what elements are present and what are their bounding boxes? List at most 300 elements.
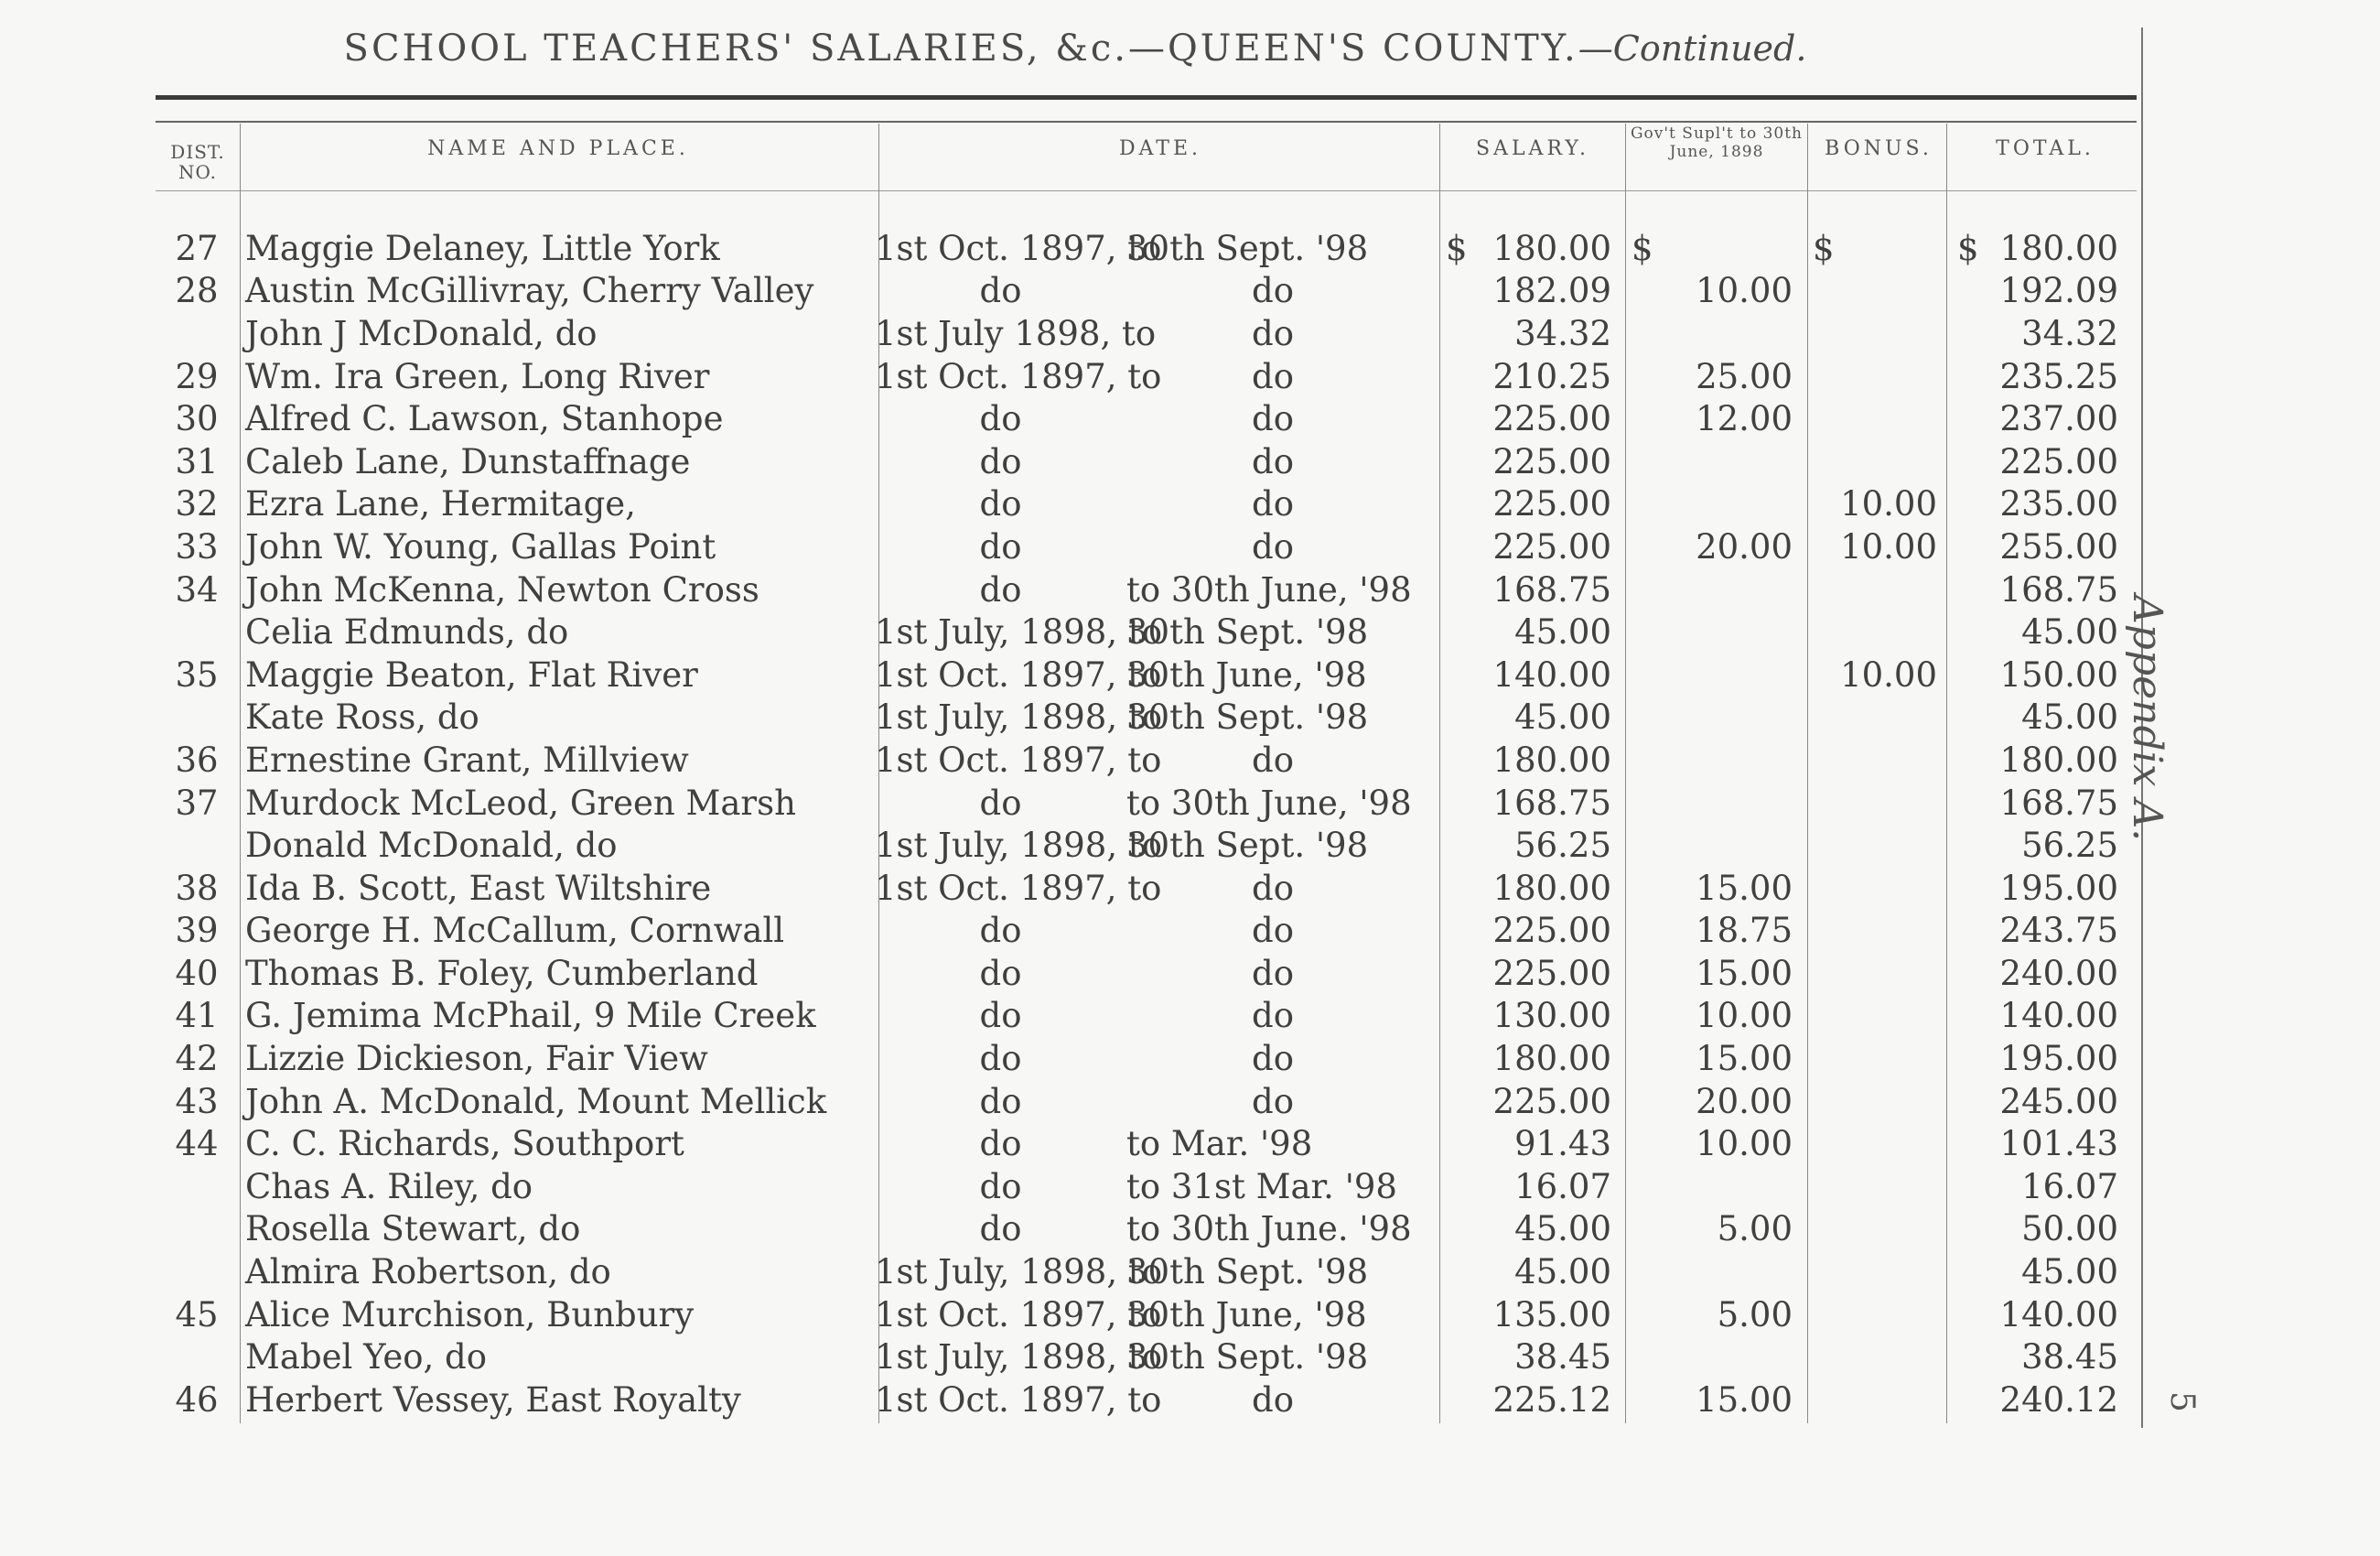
salary-value: 45.00 bbox=[1514, 612, 1611, 653]
salary-value: 45.00 bbox=[1514, 1252, 1611, 1292]
suppl-value: 20.00 bbox=[1696, 1081, 1793, 1121]
total-value: 240.12 bbox=[1999, 1379, 2118, 1420]
currency-symbol: $ bbox=[1813, 228, 1835, 268]
bonus-amount bbox=[1800, 1080, 1944, 1123]
bonus-amount bbox=[1800, 483, 1944, 526]
dist-number bbox=[156, 1165, 238, 1208]
total-amount bbox=[1944, 995, 2126, 1038]
govt-suppl-amount bbox=[1619, 1165, 1800, 1208]
date-from: do bbox=[979, 996, 1022, 1036]
teacher-name-place: Ezra Lane, Hermitage, bbox=[245, 484, 636, 524]
salary-amount bbox=[1433, 312, 1619, 355]
table-row bbox=[156, 739, 2126, 782]
govt-suppl-amount bbox=[1619, 227, 1800, 270]
date-from: do bbox=[979, 399, 1022, 439]
date-from: 1st Oct. 1897, to bbox=[875, 1379, 1162, 1420]
total-value: 101.43 bbox=[1999, 1124, 2118, 1164]
total-amount bbox=[1944, 739, 2126, 782]
total-amount bbox=[1944, 1165, 2126, 1208]
salary-value: 225.00 bbox=[1492, 484, 1611, 524]
salary-amount bbox=[1433, 952, 1619, 995]
suppl-value: 10.00 bbox=[1696, 271, 1793, 311]
govt-suppl-amount bbox=[1619, 739, 1800, 782]
date-to: 30th Sept. '98 bbox=[1126, 1252, 1369, 1292]
total-amount bbox=[1944, 1122, 2126, 1165]
teacher-name-place: Maggie Delaney, Little York bbox=[245, 228, 720, 268]
date-to: do bbox=[1252, 868, 1294, 908]
date-from: 1st July, 1898, to bbox=[875, 826, 1162, 866]
salary-value: 180.00 bbox=[1492, 1039, 1611, 1079]
salary-amount bbox=[1433, 270, 1619, 313]
salary-amount bbox=[1433, 1293, 1619, 1336]
date-range bbox=[875, 1293, 1433, 1336]
page-title bbox=[0, 27, 2150, 70]
date-range bbox=[875, 995, 1433, 1038]
salary-amount bbox=[1433, 227, 1619, 270]
date-to: do bbox=[1252, 996, 1294, 1036]
total-value: 180.00 bbox=[1999, 740, 2118, 780]
date-to: do bbox=[1252, 526, 1294, 567]
salary-value: 91.43 bbox=[1514, 1124, 1611, 1164]
bonus-amount bbox=[1800, 1122, 1944, 1165]
govt-suppl-amount bbox=[1619, 397, 1800, 440]
table-row bbox=[156, 952, 2126, 995]
salary-amount bbox=[1433, 824, 1619, 867]
date-to: to 30th June, '98 bbox=[1126, 783, 1412, 823]
total-value: 243.75 bbox=[1999, 911, 2118, 951]
bonus-amount bbox=[1800, 952, 1944, 995]
total-value: 168.75 bbox=[1999, 783, 2118, 823]
bonus-amount bbox=[1800, 1250, 1944, 1293]
date-from: do bbox=[979, 1209, 1022, 1249]
total-amount bbox=[1944, 568, 2126, 611]
table-row bbox=[156, 611, 2126, 654]
table-row bbox=[156, 1165, 2126, 1208]
table-row bbox=[156, 525, 2126, 568]
date-to: do bbox=[1252, 740, 1294, 780]
date-range bbox=[875, 1250, 1433, 1293]
dist-number: 35 bbox=[175, 654, 219, 695]
suppl-value: 15.00 bbox=[1696, 953, 1793, 993]
total-amount bbox=[1944, 1293, 2126, 1336]
date-range bbox=[875, 227, 1433, 270]
table-row bbox=[156, 440, 2126, 483]
teacher-name-place: Austin McGillivray, Cherry Valley bbox=[245, 271, 814, 311]
date-range bbox=[875, 739, 1433, 782]
salary-amount bbox=[1433, 1037, 1619, 1080]
total-amount bbox=[1944, 654, 2126, 697]
salary-amount bbox=[1433, 483, 1619, 526]
total-amount bbox=[1944, 440, 2126, 483]
bonus-amount bbox=[1800, 525, 1944, 568]
total-value: 45.00 bbox=[2021, 697, 2118, 738]
date-range bbox=[875, 824, 1433, 867]
govt-suppl-amount bbox=[1619, 568, 1800, 611]
teacher-name-place: G. Jemima McPhail, 9 Mile Creek bbox=[245, 996, 816, 1036]
total-amount bbox=[1944, 397, 2126, 440]
dist-number: 32 bbox=[175, 484, 219, 524]
suppl-value: 12.00 bbox=[1696, 399, 1793, 439]
salary-amount bbox=[1433, 1250, 1619, 1293]
bonus-amount bbox=[1800, 1037, 1944, 1080]
date-from: do bbox=[979, 911, 1022, 951]
salary-value: 45.00 bbox=[1514, 697, 1611, 738]
total-amount bbox=[1944, 1250, 2126, 1293]
salary-value: 225.00 bbox=[1492, 1081, 1611, 1121]
total-amount bbox=[1944, 697, 2126, 740]
salary-amount bbox=[1433, 1122, 1619, 1165]
salary-value: 225.00 bbox=[1492, 441, 1611, 481]
suppl-value: 15.00 bbox=[1696, 868, 1793, 908]
salary-value: 38.45 bbox=[1514, 1337, 1611, 1378]
govt-suppl-amount bbox=[1619, 525, 1800, 568]
date-range bbox=[875, 440, 1433, 483]
dist-number: 29 bbox=[175, 356, 219, 396]
teacher-name-place: Mabel Yeo, do bbox=[245, 1337, 487, 1378]
bonus-amount bbox=[1800, 568, 1944, 611]
dist-number: 39 bbox=[175, 911, 219, 951]
dist-number: 34 bbox=[175, 569, 219, 610]
date-range bbox=[875, 355, 1433, 398]
dist-number: 36 bbox=[175, 740, 219, 780]
currency-symbol: $ bbox=[1446, 228, 1468, 268]
date-from: do bbox=[979, 783, 1022, 823]
date-to: to Mar. '98 bbox=[1126, 1124, 1313, 1164]
teacher-name-place: Murdock McLeod, Green Marsh bbox=[245, 783, 796, 823]
header-name-place: NAME AND PLACE. bbox=[427, 137, 689, 160]
date-to: 30th Sept. '98 bbox=[1126, 1337, 1369, 1378]
date-range bbox=[875, 483, 1433, 526]
teacher-name-place: John W. Young, Gallas Point bbox=[245, 526, 716, 567]
govt-suppl-amount bbox=[1619, 697, 1800, 740]
bonus-amount bbox=[1800, 782, 1944, 825]
salary-amount bbox=[1433, 1378, 1619, 1421]
date-range bbox=[875, 1335, 1433, 1378]
salary-value: 180.00 bbox=[1492, 228, 1611, 268]
dist-number bbox=[156, 1208, 238, 1251]
dist-number: 41 bbox=[175, 996, 219, 1036]
dist-number bbox=[156, 312, 238, 355]
total-value: 45.00 bbox=[2021, 1252, 2118, 1292]
suppl-value: 15.00 bbox=[1696, 1379, 1793, 1420]
total-value: 255.00 bbox=[1999, 526, 2118, 567]
table-row bbox=[156, 1037, 2126, 1080]
header-dist-no: DIST. NO. bbox=[170, 141, 225, 183]
govt-suppl-amount bbox=[1619, 1122, 1800, 1165]
table-row bbox=[156, 654, 2126, 697]
suppl-value: 15.00 bbox=[1696, 1039, 1793, 1079]
dist-number: 45 bbox=[175, 1294, 219, 1334]
date-range bbox=[875, 1037, 1433, 1080]
total-value: 195.00 bbox=[1999, 1039, 2118, 1079]
bonus-amount bbox=[1800, 867, 1944, 910]
date-to: do bbox=[1252, 399, 1294, 439]
table-row bbox=[156, 867, 2126, 910]
date-from: 1st July 1898, to bbox=[875, 313, 1157, 353]
teacher-name-place: Ida B. Scott, East Wiltshire bbox=[245, 868, 712, 908]
date-from: 1st Oct. 1897, to bbox=[875, 740, 1162, 780]
total-amount bbox=[1944, 270, 2126, 313]
date-to: 30th Sept. '98 bbox=[1126, 697, 1369, 738]
table-row bbox=[156, 312, 2126, 355]
bonus-amount bbox=[1800, 654, 1944, 697]
teacher-name-place: Alfred C. Lawson, Stanhope bbox=[245, 399, 724, 439]
bonus-value: 10.00 bbox=[1840, 654, 1937, 695]
total-value: 140.00 bbox=[1999, 996, 2118, 1036]
date-range bbox=[875, 910, 1433, 953]
total-value: 56.25 bbox=[2021, 826, 2118, 866]
total-amount bbox=[1944, 867, 2126, 910]
date-range bbox=[875, 568, 1433, 611]
table-row bbox=[156, 1250, 2126, 1293]
date-to: do bbox=[1252, 1081, 1294, 1121]
govt-suppl-amount bbox=[1619, 1080, 1800, 1123]
bonus-value: 10.00 bbox=[1840, 484, 1937, 524]
salary-value: 180.00 bbox=[1492, 868, 1611, 908]
teacher-name-place: Maggie Beaton, Flat River bbox=[245, 654, 698, 695]
date-from: do bbox=[979, 1039, 1022, 1079]
dist-number: 46 bbox=[175, 1379, 219, 1420]
dist-number: 31 bbox=[175, 441, 219, 481]
total-value: 45.00 bbox=[2021, 612, 2118, 653]
suppl-value: 25.00 bbox=[1696, 356, 1793, 396]
date-to: 30th Sept. '98 bbox=[1126, 612, 1369, 653]
table-row bbox=[156, 1208, 2126, 1251]
salary-value: 45.00 bbox=[1514, 1209, 1611, 1249]
dist-number: 30 bbox=[175, 399, 219, 439]
teacher-name-place: George H. McCallum, Cornwall bbox=[245, 911, 785, 951]
salary-amount bbox=[1433, 568, 1619, 611]
dist-number: 43 bbox=[175, 1081, 219, 1121]
suppl-value: 5.00 bbox=[1717, 1209, 1793, 1249]
dist-number bbox=[156, 611, 238, 654]
total-amount bbox=[1944, 312, 2126, 355]
date-from: do bbox=[979, 526, 1022, 567]
salary-amount bbox=[1433, 1208, 1619, 1251]
salary-value: 34.32 bbox=[1514, 313, 1611, 353]
date-range bbox=[875, 525, 1433, 568]
total-value: 240.00 bbox=[1999, 953, 2118, 993]
teacher-name-place: C. C. Richards, Southport bbox=[245, 1124, 684, 1164]
date-from: do bbox=[979, 484, 1022, 524]
table-row bbox=[156, 270, 2126, 313]
date-to: do bbox=[1252, 911, 1294, 951]
date-from: 1st July, 1898, to bbox=[875, 612, 1162, 653]
salary-amount bbox=[1433, 910, 1619, 953]
salary-amount bbox=[1433, 782, 1619, 825]
salary-amount bbox=[1433, 867, 1619, 910]
date-to: to 31st Mar. '98 bbox=[1126, 1166, 1397, 1206]
date-from: do bbox=[979, 1081, 1022, 1121]
suppl-value: 20.00 bbox=[1696, 526, 1793, 567]
bonus-amount bbox=[1800, 611, 1944, 654]
govt-suppl-amount bbox=[1619, 440, 1800, 483]
total-amount bbox=[1944, 1378, 2126, 1421]
bonus-amount bbox=[1800, 1165, 1944, 1208]
salary-amount bbox=[1433, 1080, 1619, 1123]
table-row bbox=[156, 1293, 2126, 1336]
table-row bbox=[156, 1335, 2126, 1378]
dist-number: 42 bbox=[175, 1039, 219, 1079]
teacher-name-place: Herbert Vessey, East Royalty bbox=[245, 1379, 741, 1420]
date-to: do bbox=[1252, 356, 1294, 396]
total-amount bbox=[1944, 483, 2126, 526]
total-amount bbox=[1944, 355, 2126, 398]
dist-number: 27 bbox=[175, 228, 219, 268]
govt-suppl-amount bbox=[1619, 910, 1800, 953]
date-from: 1st Oct. 1897, to bbox=[875, 356, 1162, 396]
salary-amount bbox=[1433, 397, 1619, 440]
salary-amount bbox=[1433, 440, 1619, 483]
date-from: do bbox=[979, 1124, 1022, 1164]
header-date: DATE. bbox=[1118, 137, 1202, 160]
bonus-amount bbox=[1800, 1208, 1944, 1251]
salary-amount bbox=[1433, 525, 1619, 568]
date-from: 1st July, 1898, to bbox=[875, 1337, 1162, 1378]
salary-value: 168.75 bbox=[1492, 783, 1611, 823]
teacher-name-place: Chas A. Riley, do bbox=[245, 1166, 533, 1206]
teacher-name-place: Ernestine Grant, Millview bbox=[245, 740, 689, 780]
date-to: 30th Sept. '98 bbox=[1126, 228, 1369, 268]
teacher-name-place: Wm. Ira Green, Long River bbox=[245, 356, 710, 396]
header-rule-thin bbox=[156, 121, 2137, 123]
total-value: 38.45 bbox=[2021, 1337, 2118, 1378]
dist-number bbox=[156, 824, 238, 867]
govt-suppl-amount bbox=[1619, 824, 1800, 867]
date-to: do bbox=[1252, 484, 1294, 524]
date-from: 1st July, 1898, to bbox=[875, 1252, 1162, 1292]
bonus-amount bbox=[1800, 227, 1944, 270]
teacher-name-place: John J McDonald, do bbox=[245, 313, 598, 353]
date-range bbox=[875, 611, 1433, 654]
govt-suppl-amount bbox=[1619, 867, 1800, 910]
teacher-name-place: Alice Murchison, Bunbury bbox=[245, 1294, 695, 1334]
total-value: 16.07 bbox=[2021, 1166, 2118, 1206]
govt-suppl-amount bbox=[1619, 1250, 1800, 1293]
dist-number bbox=[156, 1335, 238, 1378]
column-header-rule bbox=[156, 190, 2137, 191]
date-to: do bbox=[1252, 953, 1294, 993]
date-from: do bbox=[979, 441, 1022, 481]
date-range bbox=[875, 952, 1433, 995]
bonus-amount bbox=[1800, 697, 1944, 740]
salary-amount bbox=[1433, 995, 1619, 1038]
title-continued: —Continued. bbox=[1578, 28, 1807, 69]
table-row bbox=[156, 910, 2126, 953]
salary-amount bbox=[1433, 739, 1619, 782]
date-range bbox=[875, 654, 1433, 697]
total-value: 34.32 bbox=[2021, 313, 2118, 353]
total-amount bbox=[1944, 782, 2126, 825]
date-range bbox=[875, 1080, 1433, 1123]
teacher-name-place: Almira Robertson, do bbox=[245, 1252, 611, 1292]
table-row bbox=[156, 1122, 2126, 1165]
bonus-amount bbox=[1800, 355, 1944, 398]
date-to: 30th Sept. '98 bbox=[1126, 826, 1369, 866]
total-value: 180.00 bbox=[1999, 228, 2118, 268]
govt-suppl-amount bbox=[1619, 782, 1800, 825]
bonus-amount bbox=[1800, 440, 1944, 483]
dist-number: 38 bbox=[175, 868, 219, 908]
salary-value: 225.00 bbox=[1492, 526, 1611, 567]
header-bonus: BONUS. bbox=[1825, 137, 1933, 160]
bonus-amount bbox=[1800, 910, 1944, 953]
total-amount bbox=[1944, 910, 2126, 953]
date-range bbox=[875, 867, 1433, 910]
govt-suppl-amount bbox=[1619, 355, 1800, 398]
date-range bbox=[875, 270, 1433, 313]
table-row bbox=[156, 568, 2126, 611]
page-number: 5 bbox=[2163, 1391, 2201, 1412]
bonus-amount bbox=[1800, 995, 1944, 1038]
total-amount bbox=[1944, 1208, 2126, 1251]
date-to: 30th June, '98 bbox=[1126, 1294, 1367, 1334]
teacher-name-place: Caleb Lane, Dunstaffnage bbox=[245, 441, 691, 481]
date-from: 1st Oct. 1897, to bbox=[875, 868, 1162, 908]
total-amount bbox=[1944, 525, 2126, 568]
teacher-name-place: Thomas B. Foley, Cumberland bbox=[245, 953, 759, 993]
teacher-name-place: Rosella Stewart, do bbox=[245, 1209, 581, 1249]
table-row bbox=[156, 397, 2126, 440]
table-row bbox=[156, 782, 2126, 825]
govt-suppl-amount bbox=[1619, 1378, 1800, 1421]
suppl-value: 18.75 bbox=[1696, 911, 1793, 951]
margin-note: Appendix A. bbox=[2124, 595, 2170, 842]
title-main: SCHOOL TEACHERS' SALARIES, &c.—QUEEN'S COUNTY. bbox=[343, 27, 1578, 70]
date-to: do bbox=[1252, 1379, 1294, 1420]
salary-amount bbox=[1433, 611, 1619, 654]
salary-value: 135.00 bbox=[1492, 1294, 1611, 1334]
salary-amount bbox=[1433, 697, 1619, 740]
salary-value: 140.00 bbox=[1492, 654, 1611, 695]
bonus-amount bbox=[1800, 270, 1944, 313]
table-row bbox=[156, 1080, 2126, 1123]
total-amount bbox=[1944, 611, 2126, 654]
salary-value: 225.00 bbox=[1492, 953, 1611, 993]
currency-symbol: $ bbox=[1957, 228, 1979, 268]
bonus-amount bbox=[1800, 824, 1944, 867]
salary-amount bbox=[1433, 355, 1619, 398]
bonus-amount bbox=[1800, 312, 1944, 355]
date-to: to 30th June. '98 bbox=[1126, 1209, 1412, 1249]
total-value: 225.00 bbox=[1999, 441, 2118, 481]
govt-suppl-amount bbox=[1619, 270, 1800, 313]
date-range bbox=[875, 697, 1433, 740]
header-govt-suppl: Gov't Supl't to 30th June, 1898 bbox=[1630, 124, 1804, 161]
salary-value: 225.12 bbox=[1492, 1379, 1611, 1420]
date-from: 1st Oct. 1897, to bbox=[875, 1294, 1162, 1334]
dist-number: 37 bbox=[175, 783, 219, 823]
header-rule-thick bbox=[156, 95, 2137, 100]
date-from: 1st Oct. 1897, to bbox=[875, 654, 1162, 695]
salary-value: 225.00 bbox=[1492, 399, 1611, 439]
total-value: 235.25 bbox=[1999, 356, 2118, 396]
dist-number bbox=[156, 697, 238, 740]
date-from: do bbox=[979, 271, 1022, 311]
govt-suppl-amount bbox=[1619, 1335, 1800, 1378]
date-range bbox=[875, 312, 1433, 355]
date-to: do bbox=[1252, 441, 1294, 481]
salary-value: 130.00 bbox=[1492, 996, 1611, 1036]
salary-value: 210.25 bbox=[1492, 356, 1611, 396]
total-value: 50.00 bbox=[2021, 1209, 2118, 1249]
date-to: do bbox=[1252, 271, 1294, 311]
salary-amount bbox=[1433, 1335, 1619, 1378]
date-range bbox=[875, 1208, 1433, 1251]
date-from: 1st July, 1898, to bbox=[875, 697, 1162, 738]
total-amount bbox=[1944, 824, 2126, 867]
date-range bbox=[875, 1165, 1433, 1208]
